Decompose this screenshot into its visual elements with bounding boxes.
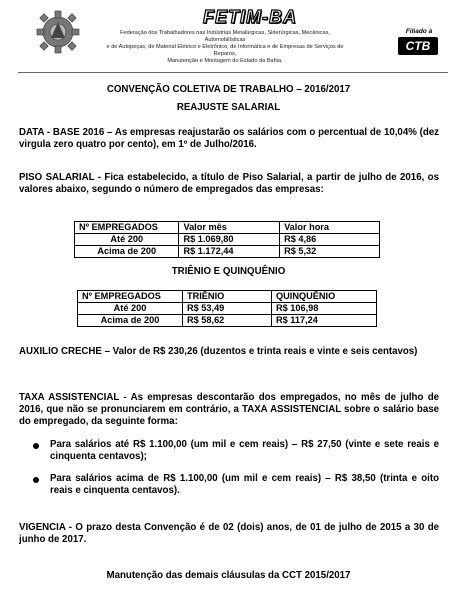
letterhead (0, 0, 457, 74)
trienio-title: TRIÊNIO E QUINQUÊNIO (171, 266, 286, 277)
table-row (78, 303, 377, 315)
table-cell: Acima de 200 (75, 246, 179, 258)
data-base-paragraph: DATA - BASE 2016 – As empresas reajustarão os salários com o percentual de 10,04% (dez virgula zero quatro por cento), em 1º de Julho/2016. (19, 127, 439, 150)
table-header: Valor mês (179, 222, 280, 234)
document-subtitle: REAJUSTE SALARIAL (176, 102, 281, 113)
table-cell: R$ 53,49 (183, 303, 272, 315)
trienio-table (77, 290, 377, 327)
table-cell: R$ 58,62 (183, 315, 272, 327)
bullet-item: Para salários acima de R$ 1.100,00 (um mil e cem reais) – R$ 38,50 (trinta e oito reais e cinquenta centavos). (50, 473, 439, 496)
table-header-row (75, 222, 380, 234)
table-header: QUINQUÊNIO (272, 291, 377, 303)
table-cell: Até 200 (78, 303, 183, 315)
filiado-badge (395, 28, 443, 64)
ctb-logo: CTB (398, 37, 438, 55)
table-header: Nº EMPREGADOS (75, 222, 179, 234)
table-cell: R$ 1.172,44 (179, 246, 280, 258)
table-cell: Até 200 (75, 234, 179, 246)
table-row (75, 234, 380, 246)
table-header: Valor hora (280, 222, 380, 234)
piso-salarial-paragraph: PISO SALARIAL - Fica estabelecido, a título de Piso Salarial, a partir de julho de 2016, os valores abaixo, segundo o número de empregados das empresas: (19, 172, 439, 195)
table-row (75, 246, 380, 258)
taxa-assistencial-paragraph: TAXA ASSISTENCIAL - As empresas descontarão dos empregados, no mês de julho de 2016, que não se pronunciarem em contrário, a TAXA ASSISTENCIAL sobre o salário base do empregado, da seguinte forma: (19, 392, 439, 427)
document-title: CONVENÇÃO COLETIVA DE TRABALHO – 2016/2017 (106, 84, 351, 95)
table-cell: R$ 106,98 (272, 303, 377, 315)
vigencia-paragraph: VIGENCIA - O prazo desta Convenção é de 02 (dois) anos, de 01 de julho de 2015 a 30 de junho de 2017. (19, 522, 439, 545)
table-header-row (78, 291, 377, 303)
filiado-label: Filiado à (405, 28, 433, 35)
brand-title: FETIM-BA (203, 7, 297, 27)
table-cell: R$ 1.069,80 (179, 234, 280, 246)
table-header: Nº EMPREGADOS (78, 291, 183, 303)
federation-text: Federação dos Trabalhadores nas Indústrias Metalúrgicas, Siderúrgicas, Mecânicas, Automobilísticas e de Autopeças, de Material Elétrico e Eletrônico, de Informática e de Empresas de Serviços de Reparos, Manutenção e Montagem do Estado da Bahia. (106, 30, 344, 64)
auxilio-creche-paragraph: AUXILIO CRECHE – Valor de R$ 230,26 (duzentos e trinta reais e vinte e seis centavos) (19, 346, 418, 357)
bullet-icon (33, 443, 39, 449)
table-cell: R$ 117,24 (272, 315, 377, 327)
table-cell: R$ 5,32 (280, 246, 380, 258)
footer-note: Manutenção das demais cláusulas da CCT 2015/2017 (106, 570, 351, 581)
gear-logo-icon (33, 8, 83, 56)
table-cell: Acima de 200 (78, 315, 183, 327)
bullet-item: Para salários até R$ 1.100,00 (um mil e cem reais) – R$ 27,50 (vinte e sete reais e cinquenta centavos); (50, 439, 439, 462)
bullet-icon (33, 477, 39, 483)
piso-table (74, 221, 380, 258)
table-header: TRIÊNIO (183, 291, 272, 303)
table-row (78, 315, 377, 327)
header-divider (18, 72, 448, 73)
table-cell: R$ 4,86 (280, 234, 380, 246)
